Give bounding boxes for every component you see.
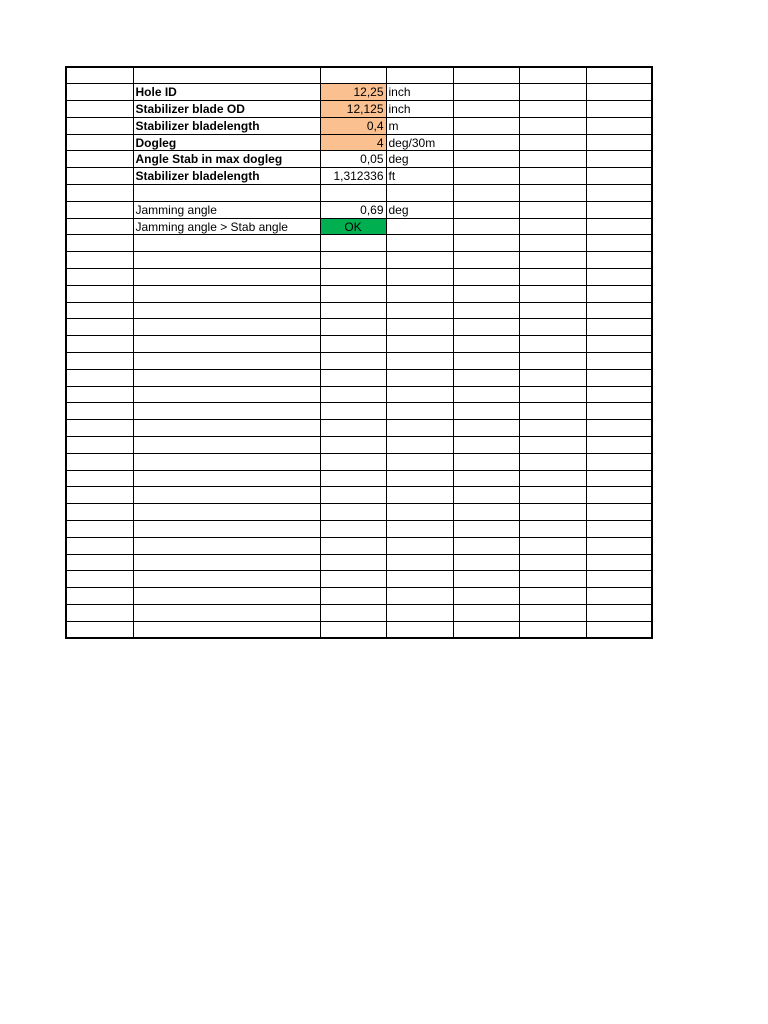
cell[interactable]	[453, 403, 519, 420]
cell[interactable]	[453, 101, 519, 118]
cell[interactable]	[320, 470, 386, 487]
cell[interactable]	[453, 84, 519, 101]
cell[interactable]	[66, 403, 133, 420]
cell[interactable]	[586, 201, 652, 218]
cell[interactable]	[386, 302, 453, 319]
cell[interactable]	[66, 151, 133, 168]
cell[interactable]	[133, 302, 320, 319]
cell[interactable]	[453, 168, 519, 185]
cell[interactable]	[519, 151, 586, 168]
empty-row	[66, 588, 652, 605]
empty-row	[66, 554, 652, 571]
cell[interactable]	[133, 504, 320, 521]
cell[interactable]	[586, 605, 652, 622]
cell[interactable]	[386, 504, 453, 521]
cell[interactable]	[453, 336, 519, 353]
cell[interactable]	[66, 168, 133, 185]
cell[interactable]	[320, 621, 386, 638]
cell[interactable]	[586, 269, 652, 286]
cell[interactable]	[453, 134, 519, 151]
cell[interactable]	[320, 319, 386, 336]
cell[interactable]	[320, 369, 386, 386]
stabilizer-od-unit[interactable]: inch	[386, 101, 453, 118]
cell[interactable]	[586, 134, 652, 151]
cell[interactable]	[453, 269, 519, 286]
cell[interactable]	[320, 403, 386, 420]
bladelength-ft-unit[interactable]: ft	[386, 168, 453, 185]
cell[interactable]	[133, 453, 320, 470]
empty-row	[66, 252, 652, 269]
angle-stab-unit[interactable]: deg	[386, 151, 453, 168]
unit-cell[interactable]	[386, 185, 453, 202]
row-dogleg	[66, 134, 652, 151]
cell[interactable]	[320, 487, 386, 504]
cell[interactable]	[519, 84, 586, 101]
stabilizer-od-label[interactable]: Stabilizer blade OD	[133, 101, 320, 118]
cell[interactable]	[66, 437, 133, 454]
cell[interactable]	[453, 285, 519, 302]
cell[interactable]	[320, 302, 386, 319]
cell[interactable]	[386, 336, 453, 353]
cell[interactable]	[519, 302, 586, 319]
cell[interactable]	[586, 537, 652, 554]
cell[interactable]	[519, 621, 586, 638]
empty-row	[66, 319, 652, 336]
bladelength-value[interactable]: 0,4	[320, 117, 386, 134]
cell[interactable]	[66, 201, 133, 218]
unit-cell[interactable]	[386, 67, 453, 84]
cell[interactable]	[586, 235, 652, 252]
empty-row	[66, 285, 652, 302]
jamming-angle-value[interactable]: 0,69	[320, 201, 386, 218]
cell[interactable]	[519, 437, 586, 454]
cell[interactable]	[453, 302, 519, 319]
cell[interactable]	[453, 437, 519, 454]
cell[interactable]	[386, 437, 453, 454]
cell[interactable]	[386, 285, 453, 302]
cell[interactable]	[453, 67, 519, 84]
cell[interactable]	[519, 588, 586, 605]
cell[interactable]	[66, 571, 133, 588]
cell[interactable]	[453, 201, 519, 218]
cell[interactable]	[66, 386, 133, 403]
cell[interactable]	[133, 285, 320, 302]
cell[interactable]	[386, 319, 453, 336]
cell[interactable]	[66, 504, 133, 521]
empty-row	[66, 571, 652, 588]
cell[interactable]	[66, 487, 133, 504]
cell[interactable]	[66, 134, 133, 151]
cell[interactable]	[586, 117, 652, 134]
cell[interactable]	[66, 117, 133, 134]
cell[interactable]	[586, 218, 652, 235]
cell[interactable]	[133, 252, 320, 269]
bladelength-ft-value[interactable]: 1,312336	[320, 168, 386, 185]
empty-row	[66, 470, 652, 487]
cell[interactable]	[320, 353, 386, 370]
cell[interactable]	[133, 588, 320, 605]
cell[interactable]	[519, 571, 586, 588]
cell[interactable]	[320, 537, 386, 554]
cell[interactable]	[66, 605, 133, 622]
cell[interactable]	[320, 336, 386, 353]
cell[interactable]	[586, 588, 652, 605]
empty-row	[66, 353, 652, 370]
cell[interactable]	[519, 168, 586, 185]
cell[interactable]	[453, 369, 519, 386]
value-cell[interactable]	[320, 67, 386, 84]
cell[interactable]	[386, 537, 453, 554]
cell[interactable]	[66, 537, 133, 554]
cell[interactable]	[519, 386, 586, 403]
cell[interactable]	[386, 571, 453, 588]
cell[interactable]	[519, 420, 586, 437]
cell[interactable]	[519, 269, 586, 286]
cell[interactable]	[586, 336, 652, 353]
cell[interactable]	[386, 470, 453, 487]
cell[interactable]	[586, 285, 652, 302]
cell[interactable]	[386, 252, 453, 269]
cell[interactable]	[133, 353, 320, 370]
empty-row	[66, 235, 652, 252]
cell[interactable]	[453, 218, 519, 235]
cell[interactable]	[66, 470, 133, 487]
cell[interactable]	[320, 420, 386, 437]
cell[interactable]	[66, 453, 133, 470]
cell[interactable]	[386, 588, 453, 605]
cell[interactable]	[453, 504, 519, 521]
cell[interactable]	[453, 537, 519, 554]
empty-row	[66, 336, 652, 353]
cell[interactable]	[586, 453, 652, 470]
cell[interactable]	[586, 621, 652, 638]
empty-row	[66, 537, 652, 554]
cell[interactable]	[453, 605, 519, 622]
cell[interactable]	[320, 571, 386, 588]
cell[interactable]	[519, 319, 586, 336]
cell[interactable]	[386, 235, 453, 252]
cell[interactable]	[453, 571, 519, 588]
cell[interactable]	[320, 285, 386, 302]
empty-row	[66, 369, 652, 386]
angle-stab-value[interactable]: 0,05	[320, 151, 386, 168]
cell[interactable]	[66, 336, 133, 353]
cell[interactable]	[586, 571, 652, 588]
cell[interactable]	[453, 487, 519, 504]
cell[interactable]	[586, 470, 652, 487]
cell[interactable]	[453, 319, 519, 336]
cell[interactable]	[519, 235, 586, 252]
row-bladelength-ft	[66, 168, 652, 185]
cell[interactable]	[519, 554, 586, 571]
cell[interactable]	[133, 386, 320, 403]
spreadsheet-grid	[65, 66, 653, 639]
cell[interactable]	[453, 235, 519, 252]
empty-row	[66, 302, 652, 319]
empty-row	[66, 504, 652, 521]
cell[interactable]	[586, 302, 652, 319]
cell[interactable]	[320, 521, 386, 538]
cell[interactable]	[519, 218, 586, 235]
cell[interactable]	[133, 269, 320, 286]
cell[interactable]	[453, 252, 519, 269]
stabilizer-od-value[interactable]: 12,125	[320, 101, 386, 118]
cell[interactable]	[66, 84, 133, 101]
jamming-check-label[interactable]: Jamming angle > Stab angle	[133, 218, 320, 235]
row-hole-id	[66, 84, 652, 101]
value-cell[interactable]	[320, 185, 386, 202]
cell[interactable]	[386, 369, 453, 386]
cell[interactable]	[133, 403, 320, 420]
bladelength-ft-label[interactable]: Stabilizer bladelength	[133, 168, 320, 185]
ok-status-cell[interactable]: OK	[320, 218, 386, 235]
cell[interactable]	[66, 554, 133, 571]
cell[interactable]	[586, 369, 652, 386]
cell[interactable]	[586, 386, 652, 403]
cell[interactable]	[133, 537, 320, 554]
cell[interactable]	[133, 437, 320, 454]
cell[interactable]	[66, 285, 133, 302]
cell[interactable]	[320, 554, 386, 571]
cell[interactable]	[586, 185, 652, 202]
label-cell[interactable]	[133, 67, 320, 84]
empty-row	[66, 420, 652, 437]
cell[interactable]	[66, 185, 133, 202]
cell[interactable]	[586, 84, 652, 101]
cell[interactable]	[320, 453, 386, 470]
cell[interactable]	[586, 252, 652, 269]
cell[interactable]	[519, 403, 586, 420]
cell[interactable]	[519, 470, 586, 487]
empty-row	[66, 453, 652, 470]
empty-row	[66, 621, 652, 638]
cell[interactable]	[386, 605, 453, 622]
cell[interactable]	[320, 252, 386, 269]
cell[interactable]	[66, 218, 133, 235]
cell[interactable]	[133, 420, 320, 437]
cell[interactable]	[66, 319, 133, 336]
row-jamming-angle	[66, 201, 652, 218]
cell[interactable]	[519, 504, 586, 521]
cell[interactable]	[453, 588, 519, 605]
cell[interactable]	[320, 605, 386, 622]
empty-row	[66, 403, 652, 420]
angle-stab-label[interactable]: Angle Stab in max dogleg	[133, 151, 320, 168]
jamming-angle-unit[interactable]: deg	[386, 201, 453, 218]
row-1	[66, 67, 652, 84]
cell[interactable]	[586, 521, 652, 538]
cell[interactable]	[133, 319, 320, 336]
cell[interactable]	[453, 470, 519, 487]
cell[interactable]	[453, 453, 519, 470]
cell[interactable]	[133, 571, 320, 588]
cell[interactable]	[66, 588, 133, 605]
cell[interactable]	[133, 235, 320, 252]
row-jamming-check	[66, 218, 652, 235]
cell[interactable]	[519, 134, 586, 151]
empty-row	[66, 521, 652, 538]
cell[interactable]	[453, 420, 519, 437]
row-angle-stab	[66, 151, 652, 168]
cell[interactable]	[586, 168, 652, 185]
cell[interactable]	[586, 437, 652, 454]
cell[interactable]	[586, 403, 652, 420]
cell[interactable]	[519, 487, 586, 504]
cell[interactable]	[66, 369, 133, 386]
row-bladelength-m	[66, 117, 652, 134]
jamming-check-unit[interactable]	[386, 218, 453, 235]
cell[interactable]	[586, 67, 652, 84]
cell[interactable]	[66, 269, 133, 286]
cell[interactable]	[386, 269, 453, 286]
cell[interactable]	[519, 285, 586, 302]
cell[interactable]	[386, 554, 453, 571]
hole-id-unit[interactable]: inch	[386, 84, 453, 101]
cell[interactable]	[586, 487, 652, 504]
cell[interactable]	[519, 67, 586, 84]
cell[interactable]	[519, 201, 586, 218]
cell[interactable]	[519, 353, 586, 370]
cell[interactable]	[386, 386, 453, 403]
cell[interactable]	[133, 621, 320, 638]
cell[interactable]	[453, 621, 519, 638]
cell[interactable]	[66, 101, 133, 118]
cell[interactable]	[66, 353, 133, 370]
bladelength-label[interactable]: Stabilizer bladelength	[133, 117, 320, 134]
cell[interactable]	[133, 554, 320, 571]
hole-id-value[interactable]: 12,25	[320, 84, 386, 101]
cell[interactable]	[386, 487, 453, 504]
cell[interactable]	[133, 369, 320, 386]
cell[interactable]	[133, 521, 320, 538]
cell[interactable]	[386, 621, 453, 638]
cell[interactable]	[386, 453, 453, 470]
row-stabilizer-od	[66, 101, 652, 118]
cell[interactable]	[386, 353, 453, 370]
cell[interactable]	[519, 537, 586, 554]
cell[interactable]	[453, 554, 519, 571]
cell[interactable]	[386, 521, 453, 538]
cell[interactable]	[386, 420, 453, 437]
dogleg-value[interactable]: 4	[320, 134, 386, 151]
cell[interactable]	[133, 336, 320, 353]
cell[interactable]	[66, 521, 133, 538]
empty-row	[66, 269, 652, 286]
cell[interactable]	[519, 605, 586, 622]
empty-row	[66, 605, 652, 622]
cell[interactable]	[66, 302, 133, 319]
cell[interactable]	[586, 319, 652, 336]
cell[interactable]	[453, 185, 519, 202]
cell[interactable]	[133, 470, 320, 487]
cell[interactable]	[66, 420, 133, 437]
bladelength-unit[interactable]: m	[386, 117, 453, 134]
label-cell[interactable]	[133, 185, 320, 202]
empty-row	[66, 386, 652, 403]
cell[interactable]	[320, 504, 386, 521]
cell[interactable]	[586, 101, 652, 118]
cell[interactable]	[320, 437, 386, 454]
cell[interactable]	[519, 252, 586, 269]
cell[interactable]	[586, 151, 652, 168]
cell[interactable]	[519, 185, 586, 202]
cell[interactable]	[453, 521, 519, 538]
cell[interactable]	[66, 621, 133, 638]
empty-row	[66, 437, 652, 454]
empty-row	[66, 487, 652, 504]
row-empty	[66, 185, 652, 202]
cell[interactable]	[386, 403, 453, 420]
cell[interactable]	[66, 67, 133, 84]
cell[interactable]	[133, 487, 320, 504]
dogleg-label[interactable]: Dogleg	[133, 134, 320, 151]
cell[interactable]	[519, 369, 586, 386]
cell[interactable]	[66, 235, 133, 252]
jamming-angle-label[interactable]: Jamming angle	[133, 201, 320, 218]
cell[interactable]	[519, 336, 586, 353]
cell[interactable]	[586, 420, 652, 437]
cell[interactable]	[320, 386, 386, 403]
cell[interactable]	[453, 353, 519, 370]
cell[interactable]	[320, 588, 386, 605]
cell[interactable]	[320, 235, 386, 252]
cell[interactable]	[320, 269, 386, 286]
cell[interactable]	[453, 117, 519, 134]
cell[interactable]	[586, 353, 652, 370]
dogleg-unit[interactable]: deg/30m	[386, 134, 453, 151]
cell[interactable]	[586, 554, 652, 571]
cell[interactable]	[133, 605, 320, 622]
cell[interactable]	[519, 101, 586, 118]
cell[interactable]	[519, 117, 586, 134]
cell[interactable]	[519, 453, 586, 470]
cell[interactable]	[519, 521, 586, 538]
cell[interactable]	[453, 151, 519, 168]
cell[interactable]	[586, 504, 652, 521]
cell[interactable]	[66, 252, 133, 269]
cell[interactable]	[453, 386, 519, 403]
hole-id-label[interactable]: Hole ID	[133, 84, 320, 101]
